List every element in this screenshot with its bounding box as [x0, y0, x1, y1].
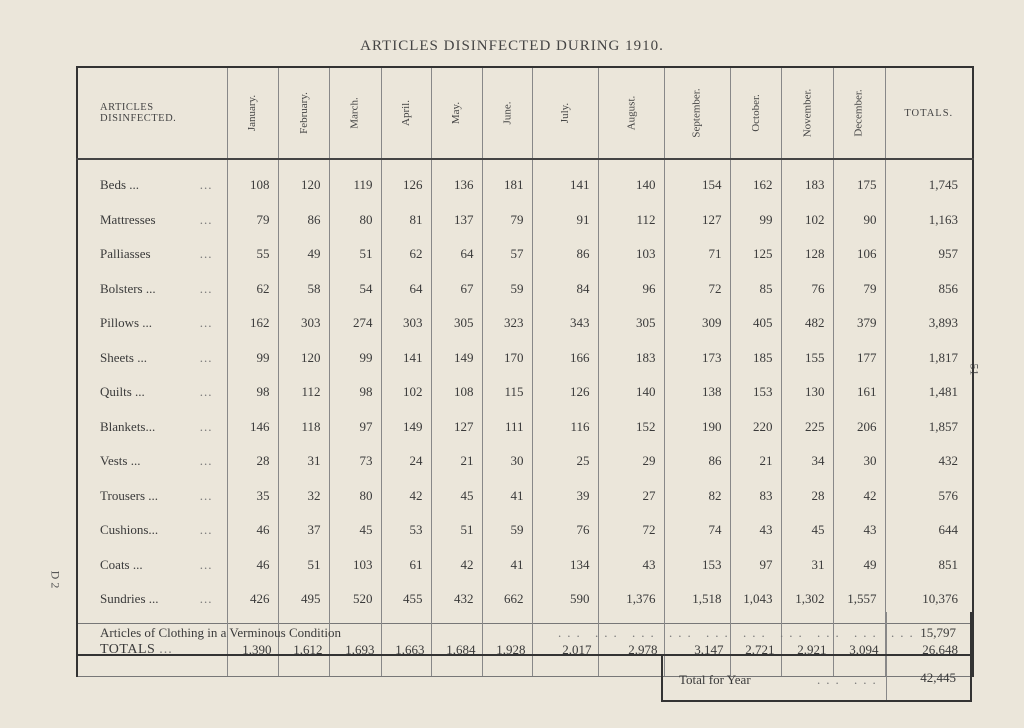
- row-total: 856: [885, 272, 973, 307]
- month-cell: 225: [781, 410, 833, 445]
- month-cell: 83: [730, 479, 781, 514]
- month-cell: 45: [781, 513, 833, 548]
- year-total-value: 42,445: [886, 656, 970, 700]
- month-cell: 55: [227, 237, 278, 272]
- header-month: July.: [532, 67, 598, 159]
- month-cell: 482: [781, 306, 833, 341]
- month-cell: 146: [227, 410, 278, 445]
- month-cell: 166: [532, 341, 598, 376]
- month-cell: 495: [278, 582, 329, 623]
- month-cell: 130: [781, 375, 833, 410]
- month-cell: 108: [431, 375, 482, 410]
- totals-cell: 1,663: [381, 623, 431, 676]
- header-month: April.: [381, 67, 431, 159]
- table-row: [77, 203, 973, 238]
- month-cell: 162: [730, 159, 781, 203]
- month-cell: 98: [329, 375, 381, 410]
- header-month: August.: [598, 67, 664, 159]
- totals-cell: 1,928: [482, 623, 532, 676]
- month-cell: 72: [598, 513, 664, 548]
- month-cell: 170: [482, 341, 532, 376]
- totals-cell: 1,693: [329, 623, 381, 676]
- month-cell: 116: [532, 410, 598, 445]
- header-month: May.: [431, 67, 482, 159]
- month-cell: 86: [278, 203, 329, 238]
- month-cell: 82: [664, 479, 730, 514]
- page-number: 51: [967, 363, 982, 376]
- header-month: January.: [227, 67, 278, 159]
- month-cell: 59: [482, 272, 532, 307]
- verminous-leader: ... ... ... ... ... ... ... ... ... ...: [558, 625, 919, 640]
- row-label: Trousers ... ...: [77, 479, 227, 514]
- month-cell: 54: [329, 272, 381, 307]
- month-cell: 274: [329, 306, 381, 341]
- header-row: [77, 67, 973, 159]
- row-total: 1,163: [885, 203, 973, 238]
- header-month: June.: [482, 67, 532, 159]
- month-cell: 67: [431, 272, 482, 307]
- month-cell: 84: [532, 272, 598, 307]
- month-cell: 126: [381, 159, 431, 203]
- month-cell: 51: [431, 513, 482, 548]
- month-cell: 112: [278, 375, 329, 410]
- month-cell: 25: [532, 444, 598, 479]
- month-cell: 1,518: [664, 582, 730, 623]
- header-totals: TOTALS.: [885, 67, 973, 159]
- month-cell: 71: [664, 237, 730, 272]
- month-cell: 79: [833, 272, 885, 307]
- month-cell: 51: [278, 548, 329, 583]
- month-cell: 120: [278, 159, 329, 203]
- verminous-clothing-row: [76, 612, 972, 656]
- month-cell: 305: [431, 306, 482, 341]
- month-cell: 155: [781, 341, 833, 376]
- month-cell: 309: [664, 306, 730, 341]
- month-cell: 76: [532, 513, 598, 548]
- month-cell: 138: [664, 375, 730, 410]
- totals-cell: 1,684: [431, 623, 482, 676]
- month-cell: 590: [532, 582, 598, 623]
- row-total: 1,481: [885, 375, 973, 410]
- month-cell: 206: [833, 410, 885, 445]
- month-cell: 140: [598, 159, 664, 203]
- table-row: [77, 159, 973, 203]
- month-cell: 162: [227, 306, 278, 341]
- month-cell: 37: [278, 513, 329, 548]
- month-cell: 175: [833, 159, 885, 203]
- signature-mark: D 2: [48, 570, 63, 589]
- totals-cell: 2,921: [781, 623, 833, 676]
- verminous-label: Articles of Clothing in a Verminous Condition: [100, 625, 341, 640]
- month-cell: 61: [381, 548, 431, 583]
- row-total: 957: [885, 237, 973, 272]
- month-cell: 73: [329, 444, 381, 479]
- month-cell: 53: [381, 513, 431, 548]
- month-cell: 1,302: [781, 582, 833, 623]
- row-label: Coats ... ...: [77, 548, 227, 583]
- month-cell: 141: [381, 341, 431, 376]
- month-cell: 46: [227, 513, 278, 548]
- row-total: 432: [885, 444, 973, 479]
- month-cell: 79: [227, 203, 278, 238]
- header-articles: ARTICLES DISINFECTED.: [77, 67, 227, 159]
- month-cell: 137: [431, 203, 482, 238]
- month-cell: 303: [381, 306, 431, 341]
- row-total: 3,893: [885, 306, 973, 341]
- row-label: Cushions... ...: [77, 513, 227, 548]
- month-cell: 128: [781, 237, 833, 272]
- month-cell: 24: [381, 444, 431, 479]
- month-cell: 58: [278, 272, 329, 307]
- month-cell: 126: [532, 375, 598, 410]
- table-row: [77, 444, 973, 479]
- month-cell: 185: [730, 341, 781, 376]
- month-cell: 91: [532, 203, 598, 238]
- month-cell: 118: [278, 410, 329, 445]
- row-total: 644: [885, 513, 973, 548]
- row-label: Beds ... ...: [77, 159, 227, 203]
- month-cell: 102: [781, 203, 833, 238]
- month-cell: 379: [833, 306, 885, 341]
- month-cell: 662: [482, 582, 532, 623]
- month-cell: 115: [482, 375, 532, 410]
- month-cell: 64: [431, 237, 482, 272]
- month-cell: 183: [598, 341, 664, 376]
- month-cell: 99: [329, 341, 381, 376]
- month-cell: 149: [381, 410, 431, 445]
- totals-cell: 1,390: [227, 623, 278, 676]
- month-cell: 76: [781, 272, 833, 307]
- month-cell: 30: [482, 444, 532, 479]
- disinfection-table: [76, 66, 974, 677]
- month-cell: 432: [431, 582, 482, 623]
- month-cell: 28: [227, 444, 278, 479]
- row-label: Sheets ... ...: [77, 341, 227, 376]
- month-cell: 153: [730, 375, 781, 410]
- totals-cell: 2,721: [730, 623, 781, 676]
- month-cell: 46: [227, 548, 278, 583]
- month-cell: 190: [664, 410, 730, 445]
- row-total: 10,376: [885, 582, 973, 623]
- month-cell: 27: [598, 479, 664, 514]
- month-cell: 32: [278, 479, 329, 514]
- row-label: Pillows ... ...: [77, 306, 227, 341]
- month-cell: 43: [598, 548, 664, 583]
- table-row: [77, 341, 973, 376]
- header-month: March.: [329, 67, 381, 159]
- month-cell: 136: [431, 159, 482, 203]
- month-cell: 99: [730, 203, 781, 238]
- table-row: [77, 548, 973, 583]
- month-cell: 120: [278, 341, 329, 376]
- month-cell: 35: [227, 479, 278, 514]
- table-row: [77, 479, 973, 514]
- month-cell: 41: [482, 548, 532, 583]
- month-cell: 1,557: [833, 582, 885, 623]
- month-cell: 96: [598, 272, 664, 307]
- month-cell: 81: [381, 203, 431, 238]
- row-total: 1,817: [885, 341, 973, 376]
- month-cell: 97: [329, 410, 381, 445]
- month-cell: 183: [781, 159, 833, 203]
- verminous-value: 15,797: [886, 612, 970, 654]
- month-cell: 42: [431, 548, 482, 583]
- month-cell: 1,376: [598, 582, 664, 623]
- month-cell: 102: [381, 375, 431, 410]
- month-cell: 29: [598, 444, 664, 479]
- month-cell: 173: [664, 341, 730, 376]
- month-cell: 161: [833, 375, 885, 410]
- month-cell: 99: [227, 341, 278, 376]
- month-cell: 127: [664, 203, 730, 238]
- row-total: 1,745: [885, 159, 973, 203]
- row-total: 1,857: [885, 410, 973, 445]
- month-cell: 21: [730, 444, 781, 479]
- month-cell: 31: [278, 444, 329, 479]
- table-row: [77, 237, 973, 272]
- row-label: Sundries ... ...: [77, 582, 227, 623]
- header-month: September.: [664, 67, 730, 159]
- month-cell: 31: [781, 548, 833, 583]
- row-label: Quilts ... ...: [77, 375, 227, 410]
- month-cell: 45: [431, 479, 482, 514]
- month-cell: 152: [598, 410, 664, 445]
- row-total: 576: [885, 479, 973, 514]
- month-cell: 141: [532, 159, 598, 203]
- month-cell: 153: [664, 548, 730, 583]
- totals-cell: 3,094: [833, 623, 885, 676]
- totals-cell: 2,017: [532, 623, 598, 676]
- year-total-leader: ... ...: [817, 672, 882, 687]
- month-cell: 177: [833, 341, 885, 376]
- header-month: November.: [781, 67, 833, 159]
- month-cell: 59: [482, 513, 532, 548]
- totals-cell: 1,612: [278, 623, 329, 676]
- totals-cell: 2,978: [598, 623, 664, 676]
- header-month: February.: [278, 67, 329, 159]
- month-cell: 86: [532, 237, 598, 272]
- grand-total: 26,648: [885, 623, 973, 676]
- month-cell: 108: [227, 159, 278, 203]
- month-cell: 455: [381, 582, 431, 623]
- month-cell: 426: [227, 582, 278, 623]
- month-cell: 39: [532, 479, 598, 514]
- row-label: Palliasses ...: [77, 237, 227, 272]
- month-cell: 103: [329, 548, 381, 583]
- table-row: [77, 272, 973, 307]
- month-cell: 57: [482, 237, 532, 272]
- month-cell: 43: [730, 513, 781, 548]
- month-cell: 90: [833, 203, 885, 238]
- row-total: 851: [885, 548, 973, 583]
- month-cell: 62: [381, 237, 431, 272]
- month-cell: 34: [781, 444, 833, 479]
- table-row: [77, 513, 973, 548]
- total-for-year-box: [661, 656, 972, 702]
- row-label: Blankets... ...: [77, 410, 227, 445]
- month-cell: 127: [431, 410, 482, 445]
- month-cell: 103: [598, 237, 664, 272]
- month-cell: 42: [833, 479, 885, 514]
- month-cell: 154: [664, 159, 730, 203]
- month-cell: 323: [482, 306, 532, 341]
- month-cell: 80: [329, 203, 381, 238]
- month-cell: 64: [381, 272, 431, 307]
- month-cell: 42: [381, 479, 431, 514]
- row-label: Vests ... ...: [77, 444, 227, 479]
- month-cell: 43: [833, 513, 885, 548]
- month-cell: 51: [329, 237, 381, 272]
- month-cell: 41: [482, 479, 532, 514]
- month-cell: 28: [781, 479, 833, 514]
- month-cell: 343: [532, 306, 598, 341]
- table-row: [77, 375, 973, 410]
- month-cell: 111: [482, 410, 532, 445]
- month-cell: 97: [730, 548, 781, 583]
- month-cell: 85: [730, 272, 781, 307]
- month-cell: 21: [431, 444, 482, 479]
- month-cell: 140: [598, 375, 664, 410]
- month-cell: 98: [227, 375, 278, 410]
- header-month: December.: [833, 67, 885, 159]
- month-cell: 1,043: [730, 582, 781, 623]
- year-total-label: Total for Year: [679, 672, 751, 687]
- month-cell: 305: [598, 306, 664, 341]
- month-cell: 303: [278, 306, 329, 341]
- month-cell: 181: [482, 159, 532, 203]
- month-cell: 134: [532, 548, 598, 583]
- table-row: [77, 410, 973, 445]
- month-cell: 112: [598, 203, 664, 238]
- month-cell: 520: [329, 582, 381, 623]
- month-cell: 74: [664, 513, 730, 548]
- month-cell: 119: [329, 159, 381, 203]
- month-cell: 405: [730, 306, 781, 341]
- header-month: October.: [730, 67, 781, 159]
- table-row: [77, 306, 973, 341]
- page-title: ARTICLES DISINFECTED DURING 1910.: [360, 38, 664, 54]
- month-cell: 62: [227, 272, 278, 307]
- month-cell: 72: [664, 272, 730, 307]
- month-cell: 220: [730, 410, 781, 445]
- totals-label: TOTALS ...: [77, 623, 227, 676]
- month-cell: 30: [833, 444, 885, 479]
- totals-cell: 3,147: [664, 623, 730, 676]
- month-cell: 45: [329, 513, 381, 548]
- month-cell: 149: [431, 341, 482, 376]
- month-cell: 86: [664, 444, 730, 479]
- month-cell: 106: [833, 237, 885, 272]
- row-label: Bolsters ... ...: [77, 272, 227, 307]
- row-label: Mattresses ...: [77, 203, 227, 238]
- month-cell: 79: [482, 203, 532, 238]
- month-cell: 80: [329, 479, 381, 514]
- month-cell: 49: [833, 548, 885, 583]
- month-cell: 49: [278, 237, 329, 272]
- month-cell: 125: [730, 237, 781, 272]
